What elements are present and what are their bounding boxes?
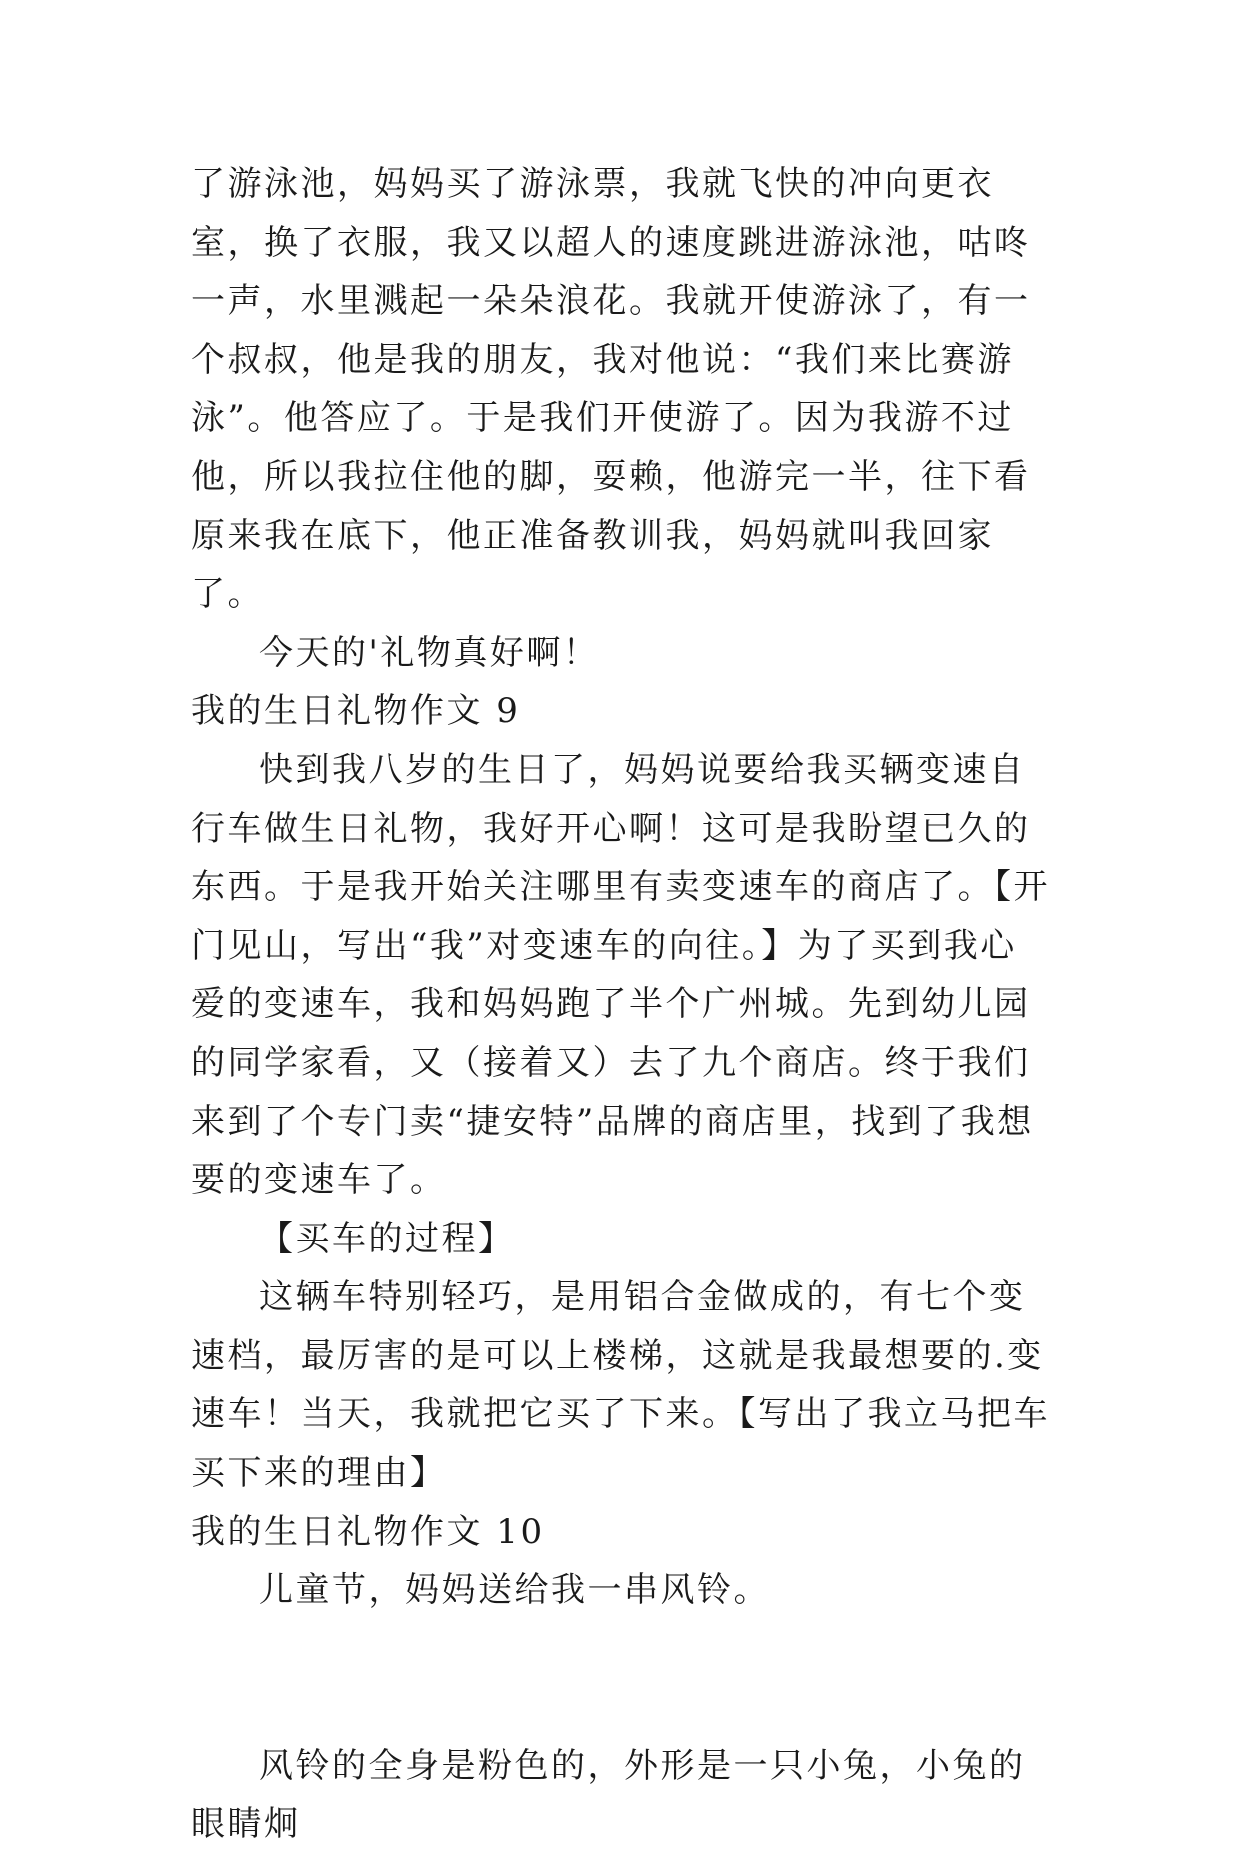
paragraph-bike-description: 这辆车特别轻巧，是用铝合金做成的，有七个变速档，最厉害的是可以上楼梯，这就是我最想要的.变速车！当天，我就把它买了下来。【写出了我立马把车买下来的理由】: [191, 1277, 1050, 1494]
paragraph-buying-process-note: 【买车的过程】: [259, 1218, 515, 1259]
document-body: [191, 155, 1051, 1854]
blank-gap: [191, 1620, 1051, 1737]
section-heading-essay-9: 我的生日礼物作文 9: [191, 691, 521, 732]
paragraph-swimming-story: 了游泳池，妈妈买了游泳票，我就飞快的冲向更衣室，换了衣服，我又以超人的速度跳进游泳池，咕咚一声，水里溅起一朵朵浪花。我就开使游泳了，有一个叔叔，他是我的朋友，我对他说：“我们来比赛游泳”。他答应了。于是我们开使游了。因为我游不过他，所以我拉住他的脚，耍赖，他游完一半，往下看原来我在底下，他正准备教训我，妈妈就叫我回家了。: [191, 164, 1031, 615]
section-heading-essay-10: 我的生日礼物作文 10: [191, 1511, 545, 1552]
paragraph-wind-chime-intro: 儿童节，妈妈送给我一串风铃。: [259, 1570, 770, 1611]
paragraph-wind-chime-description: 风铃的全身是粉色的，外形是一只小兔，小兔的眼睛炯: [191, 1745, 1026, 1845]
paragraph-gift-exclamation: 今天的'礼物真好啊！: [259, 632, 600, 673]
paragraph-bike-story: 快到我八岁的生日了，妈妈说要给我买辆变速自行车做生日礼物，我好开心啊！这可是我盼望已久的东西。于是我开始关注哪里有卖变速车的商店了。【开门见山，写出“我”对变速车的向往。】为了买到我心爱的变速车，我和妈妈跑了半个广州城。先到幼儿园的同学家看，又（接着又）去了九个商店。终于我们来到了个专门卖“捷安特”品牌的商店里，找到了我想要的变速车了。: [191, 749, 1050, 1201]
